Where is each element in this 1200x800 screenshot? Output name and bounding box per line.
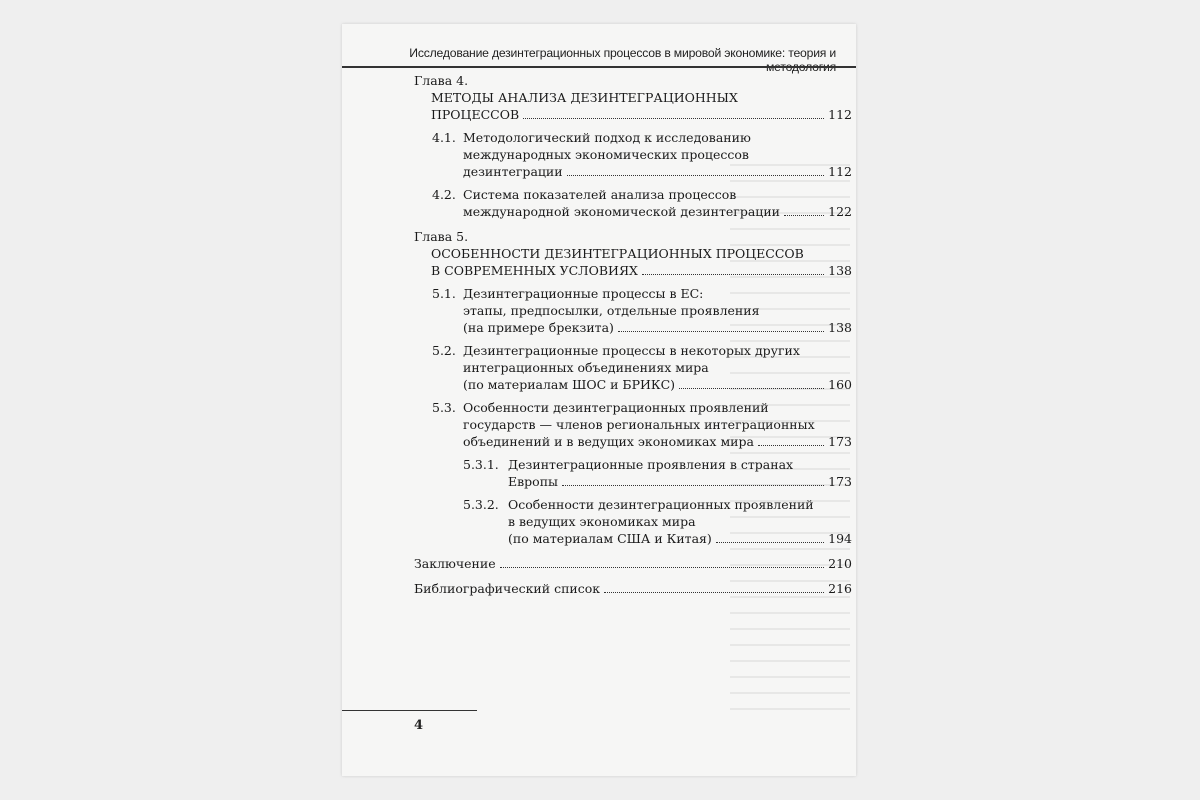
subsection-entry	[508, 473, 852, 490]
toc-section-4-1	[414, 129, 852, 180]
section-title-line: этапы, предпосылки, отдельные проявления	[463, 303, 760, 318]
section-number: 5.1.	[432, 286, 456, 301]
bibliography-label: Библиографический список	[414, 581, 601, 596]
section-page: 173	[828, 434, 852, 449]
conclusion-page: 210	[828, 556, 852, 571]
section-number: 4.2.	[432, 187, 456, 202]
leader-dots	[604, 592, 824, 593]
leader-dots	[500, 567, 825, 568]
running-head: Исследование дезинтеграционных процессов в мировой экономике: теория и методология	[409, 46, 836, 74]
toc-section-5-1	[414, 285, 852, 336]
section-title-line: государств — членов региональных интеграционных	[463, 417, 815, 432]
conclusion-label: Заключение	[414, 556, 496, 571]
subsection-title-line: Европы	[508, 474, 558, 489]
section-entry	[463, 163, 852, 180]
leader-dots	[562, 485, 824, 486]
leader-dots	[567, 175, 825, 176]
section-entry	[463, 203, 852, 220]
section-title-line: Система показателей анализа процессов	[463, 187, 737, 202]
subsection-page: 173	[828, 474, 852, 489]
section-title-line: Особенности дезинтеграционных проявлений	[463, 400, 769, 415]
section-title-line: Дезинтеграционные процессы в некоторых других	[463, 343, 800, 358]
subsection-title-line: (по материалам США и Китая)	[508, 531, 712, 546]
leader-dots	[618, 331, 824, 332]
section-page: 112	[828, 164, 852, 179]
chapter-4-title-entry	[431, 106, 852, 123]
toc-section-5-2	[414, 342, 852, 393]
chapter-4-title	[414, 89, 852, 123]
subsection-number: 5.3.2.	[463, 497, 499, 512]
section-title-line: международной экономической дезинтеграции	[463, 204, 780, 219]
section-title-line: интеграционных объединениях мира	[463, 360, 709, 375]
toc-bibliography	[414, 580, 852, 597]
header-rule	[342, 66, 856, 68]
subsection-page: 194	[828, 531, 852, 546]
chapter-5-label: Глава 5.	[414, 229, 469, 244]
section-page: 122	[828, 204, 852, 219]
leader-dots	[758, 445, 824, 446]
section-title-line: Методологический подход к исследованию	[463, 130, 751, 145]
section-entry	[463, 376, 852, 393]
leader-dots	[642, 274, 824, 275]
chapter-5-page: 138	[828, 263, 852, 278]
section-title-line: (по материалам ШОС и БРИКС)	[463, 377, 676, 392]
chapter-5-title-line-1: ОСОБЕННОСТИ ДЕЗИНТЕГРАЦИОННЫХ ПРОЦЕССОВ	[431, 246, 804, 261]
subsection-entry	[508, 530, 852, 547]
toc-section-5-3	[414, 399, 852, 450]
section-title-line: международных экономических процессов	[463, 147, 749, 162]
toc-conclusion	[414, 555, 852, 572]
book-page	[342, 24, 856, 776]
chapter-5-title-entry	[431, 262, 852, 279]
page-number: 4	[414, 718, 424, 733]
leader-dots	[784, 215, 824, 216]
section-title-line: Дезинтеграционные процессы в ЕС:	[463, 286, 704, 301]
section-page: 138	[828, 320, 852, 335]
chapter-4-label: Глава 4.	[414, 73, 469, 88]
section-page: 160	[828, 377, 852, 392]
section-title-line: дезинтеграции	[463, 164, 563, 179]
footer-rule	[342, 710, 477, 711]
toc-subsection-5-3-1	[414, 456, 852, 490]
toc-section-4-2	[414, 186, 852, 220]
section-number: 5.3.	[432, 400, 456, 415]
chapter-4-title-line-2: ПРОЦЕССОВ	[431, 107, 520, 122]
bibliography-page: 216	[828, 581, 852, 596]
toc-subsection-5-3-2	[414, 496, 852, 547]
subsection-title-line: в ведущих экономиках мира	[508, 514, 696, 529]
chapter-5-title	[414, 245, 852, 279]
section-title-line: объединений и в ведущих экономиках мира	[463, 434, 754, 449]
subsection-number: 5.3.1.	[463, 457, 499, 472]
section-number: 4.1.	[432, 130, 456, 145]
chapter-4-page: 112	[828, 107, 852, 122]
table-of-contents	[414, 72, 852, 597]
leader-dots	[679, 388, 824, 389]
leader-dots	[523, 118, 824, 119]
section-number: 5.2.	[432, 343, 456, 358]
chapter-4-title-line-1: МЕТОДЫ АНАЛИЗА ДЕЗИНТЕГРАЦИОННЫХ	[431, 90, 738, 105]
chapter-5-title-line-2: В СОВРЕМЕННЫХ УСЛОВИЯХ	[431, 263, 638, 278]
subsection-title-line: Дезинтеграционные проявления в странах	[508, 457, 794, 472]
subsection-title-line: Особенности дезинтеграционных проявлений	[508, 497, 814, 512]
section-entry	[463, 319, 852, 336]
section-title-line: (на примере брекзита)	[463, 320, 614, 335]
leader-dots	[716, 542, 824, 543]
section-entry	[463, 433, 852, 450]
